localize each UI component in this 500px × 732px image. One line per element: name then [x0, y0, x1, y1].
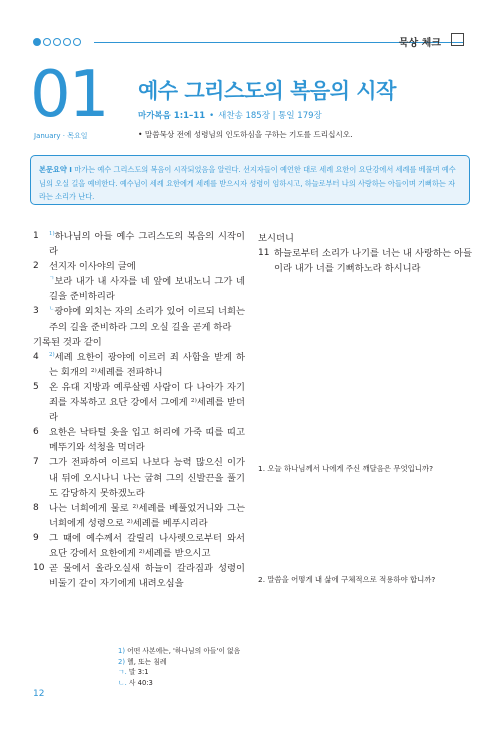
verse-number: 6 [33, 427, 39, 438]
verse [33, 274, 245, 304]
footnote [118, 678, 240, 689]
summary-label: 본문요약 Ⅰ [39, 165, 72, 174]
verse-number: 1 [33, 231, 39, 241]
footnote [118, 657, 240, 668]
verse [33, 259, 245, 274]
verse-number: 10 [33, 563, 45, 574]
verse-number: 7 [33, 457, 39, 468]
verse [33, 229, 245, 259]
scripture-reference [138, 109, 322, 121]
verse [33, 304, 245, 334]
verse [33, 455, 245, 500]
scripture-column-right [258, 231, 472, 276]
hymn-reference: 새찬송 185장 | 통일 179장 [218, 111, 322, 121]
question-2: 2. 말씀을 어떻게 내 삶에 구체적으로 적용하야 합니까? [258, 575, 436, 584]
verse-text: 기록된 것과 같이 [33, 336, 102, 348]
footnote [118, 667, 240, 678]
verse [33, 501, 245, 531]
footnote-text: 사 40:3 [126, 678, 153, 687]
verse-number: 3 [33, 306, 39, 317]
verse-text: 선지자 이사야의 글에 [49, 261, 136, 273]
verse [258, 246, 472, 276]
footnote-text: 헬, 또는 침례 [124, 657, 167, 666]
verse-text: 광야에 외치는 자의 소리가 있어 이르되 너희는 주의 길을 준비하라 그의 오실 길을 곧게 하라 [49, 306, 245, 333]
verse-number: 11 [258, 248, 270, 259]
page-title: 예수 그리스도의 복음의 시작 [138, 79, 396, 103]
verse-number: 2 [33, 261, 39, 272]
verse-text: 온 유대 지방과 예루살렘 사람이 다 나아가 자기 죄를 자복하고 요단 강에서 그에게 ²⁾세례를 받더라 [49, 381, 245, 424]
question-1: 1. 오늘 하나님께서 나에게 주신 깨달음은 무엇입니까? [258, 464, 433, 473]
verse [33, 425, 245, 455]
progress-dot [63, 38, 71, 46]
date-line: January · 목요일 [34, 132, 88, 140]
scripture-column-left [33, 229, 245, 591]
verse [33, 561, 245, 591]
verse-text: 세례 요한이 광야에 이르러 죄 사함을 받게 하는 회개의 ²⁾세례를 전파하니 [49, 351, 245, 378]
progress-dot [43, 38, 51, 46]
summary-box [30, 155, 470, 205]
verse [33, 531, 245, 561]
progress-dot [73, 38, 81, 46]
footnotes [118, 646, 240, 688]
footnote-mark: ㄱ. [118, 668, 127, 676]
footnote-marker: ㄴ [49, 306, 55, 313]
meditation-checkbox[interactable] [451, 33, 464, 46]
progress-dots [33, 38, 81, 46]
verse [33, 380, 245, 425]
verse-text: 나는 너희에게 물로 ²⁾세례를 베풀었거니와 그는 너희에게 성령으로 ²⁾세례를 베푸시리라 [49, 502, 245, 529]
verse-number: 8 [33, 502, 39, 513]
verse [258, 231, 472, 246]
footnote-marker: 2) [49, 351, 55, 358]
progress-dot [53, 38, 61, 46]
meditation-check-label: 묵상 체크 [398, 38, 441, 49]
progress-dot-filled [33, 38, 41, 46]
verse-text: 보라 내가 내 사자를 네 앞에 보내노니 그가 네 길을 준비하리라 [49, 276, 245, 303]
summary-text: 마가는 예수 그리스도의 복음이 시작되었음을 알린다. 선지자들이 예언한 대로 세례 요한이 요단강에서 세례를 베풀며 예수님의 오실 길을 예비한다. 예수님이 세례 요한에게 세례를 받으시자 성령이 임하시고, 하늘로부터 나의 사랑하는 아들이며 기뻐하는 자라는 소리가 난다. [39, 165, 456, 201]
reference-bullet: • [209, 111, 215, 121]
verse-text: 그 때에 예수께서 갈릴리 나사렛으로부터 와서 요단 강에서 요한에게 ²⁾세례를 받으시고 [49, 532, 245, 559]
verse-text: 곧 물에서 올라오실새 하늘이 갈라짐과 성령이 비둘기 같이 자기에게 내려오심을 [49, 563, 245, 590]
footnote-mark: ㄴ. [118, 678, 127, 687]
verse-text: 보시더니 [258, 233, 294, 244]
verse-number: 9 [33, 532, 39, 543]
footnote-text: 말 3:1 [126, 668, 149, 676]
footnote-mark: 2) [118, 657, 125, 666]
footnote-marker: ㄱ [49, 276, 55, 283]
verse [33, 350, 245, 380]
verse-number: 4 [33, 351, 39, 362]
verse-text: 하나님의 아들 예수 그리스도의 복음의 시작이라 [49, 231, 245, 258]
footnote-mark: 1) [118, 647, 125, 655]
verse [33, 335, 245, 350]
page-number: 12 [33, 689, 45, 699]
footnote [118, 646, 240, 657]
verse-text: 하늘로부터 소리가 나기를 너는 내 사랑하는 아들이라 내가 너를 기뻐하노라 하시니라 [274, 248, 472, 275]
day-number: 01 [30, 58, 108, 132]
footnote-text: 어떤 사본에는, '하나님의 아들'이 없음 [124, 647, 241, 655]
footnote-marker: 1) [49, 230, 55, 237]
passage-reference: 마가복음 1:1–11 [138, 111, 206, 121]
prayer-instruction: • 말씀묵상 전에 성령님의 인도하심을 구하는 기도를 드리십시오. [138, 130, 353, 139]
verse-text: 요한은 낙타털 옷을 입고 허리에 가죽 띠를 띠고 메뚜기와 석청을 먹더라 [49, 427, 245, 454]
verse-number: 5 [33, 381, 39, 392]
verse-text: 그가 전파하여 이르되 나보다 능력 많으신 이가 내 뒤에 오시나니 나는 굽혀 그의 신발끈을 풀기도 감당하지 못하겠노라 [49, 457, 245, 499]
